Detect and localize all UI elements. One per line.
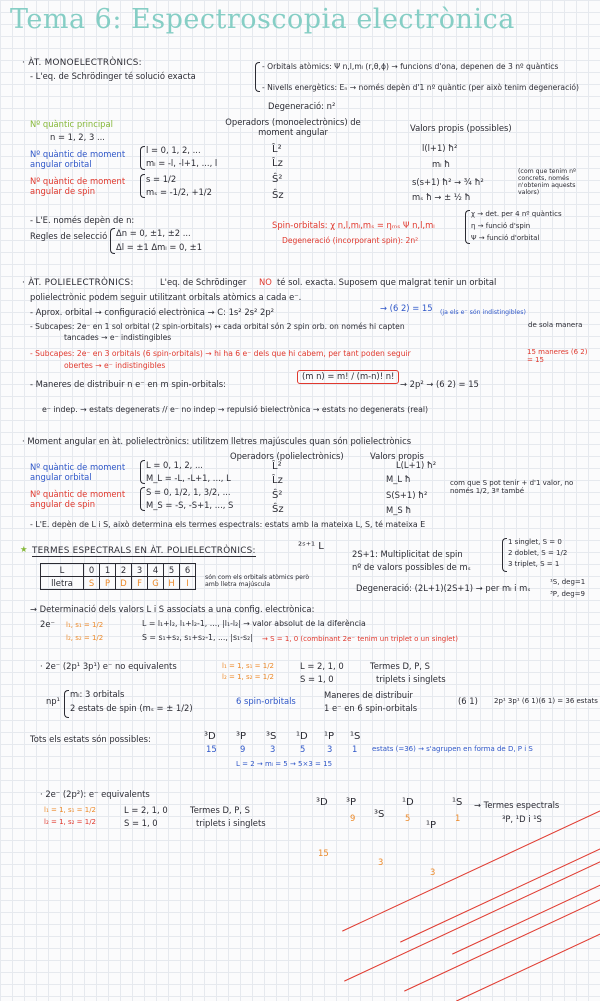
term-count-struck: 15	[318, 849, 600, 859]
estats-36: 2p¹ 3p¹ (6 1)(6 1) = 36 estats	[494, 697, 598, 705]
indep-line: e⁻ indep. → estats degenerats // e⁻ no indep → repulsió bielectrònica → estats no degenerats (real)	[42, 405, 429, 414]
table-num: 6	[180, 564, 196, 577]
term-symbol: ²ˢ⁺¹ L	[298, 541, 324, 552]
term-count: 1	[352, 744, 358, 754]
term-count: 9	[240, 744, 246, 754]
psi-note: Ψ → funció d'orbital	[471, 234, 540, 242]
ex2-l2: l₂ = 1, s₂ = 1/2	[44, 818, 97, 826]
depen-n: - L'E. només depèn de n:	[30, 215, 135, 225]
table-head: L	[41, 564, 84, 577]
formula-rhs: m! / (m-n)! n!	[337, 371, 395, 381]
ex2-l1: l₁ = 1, s₁ = 1/2	[44, 806, 97, 814]
ex2-L: L = 2, 1, 0	[124, 805, 168, 815]
brace	[140, 174, 145, 198]
table-letter: H	[164, 577, 180, 590]
S-values: S = 0, 1/2, 1, 3/2, ...	[146, 487, 231, 497]
ml-values: mₗ = -l, -l+1, ..., l	[146, 158, 218, 168]
brace	[64, 690, 69, 718]
term-count: 1	[455, 813, 461, 823]
table-num: 4	[148, 564, 164, 577]
term-count-struck: 3	[430, 868, 600, 878]
v-S2-poli: S(S+1) ħ²	[386, 490, 428, 500]
e2-S-res: → S = 1, 0 (combinant 2e⁻ tenim un triplet o un singlet)	[262, 635, 458, 643]
aprox-comb: → (6 2) = 15	[380, 303, 433, 313]
e2-label: 2e⁻	[40, 619, 55, 629]
L-values: L = 0, 1, 2, ...	[146, 460, 203, 470]
deg-example-1: ¹S, deg=1	[550, 578, 586, 586]
np-label: np¹	[46, 696, 60, 706]
table-letter: S	[84, 577, 100, 590]
poli-line1b: té sol. exacta. Suposem que malgrat tenir un orbital	[277, 277, 497, 287]
section-header-mono: · ÀT. MONOELECTRÒNICS:	[22, 58, 142, 68]
page-title: Tema 6: Espectroscopia electrònica	[10, 4, 515, 35]
degeneracio: Degeneració: n²	[268, 101, 336, 111]
ex1-triplets: triplets i singlets	[376, 674, 446, 684]
L-letter-table	[40, 563, 196, 590]
ex2-S: S = 1, 0	[124, 818, 158, 828]
ex1-l2: l₂ = 1, s₂ = 1/2	[222, 673, 275, 681]
S-note: com que S pot tenir + d'1 valor, no només 1/2, 3ª també	[450, 479, 574, 496]
poli-line1-no: NO	[259, 277, 272, 287]
multiplicitat: 2S+1: Multiplicitat de spin	[352, 549, 463, 559]
ex1-L: L = 2, 1, 0	[300, 661, 344, 671]
operadors-mono: Operadors (monoelectrònics) de moment angular	[225, 117, 361, 137]
v-L2-poli: L(L+1) ħ²	[396, 460, 437, 470]
orbitals-line: - Orbitals atòmics: Ψ n,l,mₗ (r,θ,ϕ) → funcions d'ona, depenen de 3 nº quàntics	[262, 62, 559, 71]
table-letter: G	[148, 577, 164, 590]
v-Lz: mₗ ħ	[432, 159, 451, 169]
table-letter: I	[180, 577, 196, 590]
deg-example-2: ³P, deg=9	[550, 590, 585, 598]
spin-orbitals-deg: Degeneració (incorporant spin): 2n²	[282, 236, 419, 245]
term-count: 3	[270, 744, 276, 754]
table-row-label: lletra	[41, 577, 84, 590]
subcapes-tancades-note: de sola manera	[528, 321, 583, 329]
term-struck: ³S	[374, 809, 600, 821]
maneres-2: Maneres de distribuir	[324, 690, 413, 700]
term: ¹D	[296, 731, 308, 742]
ex1-termes: Termes D, P, S	[370, 661, 430, 671]
section-header-poli: · ÀT. POLIELECTRÒNICS:	[22, 278, 134, 288]
aprox-note: (ja els e⁻ són indistingibles)	[440, 309, 526, 316]
brace	[140, 460, 145, 484]
qms-label-poli: Nº quàntic de moment angular de spin	[30, 489, 126, 509]
poli-line2: polielectrònic podem seguir utilitzant orbitals atòmics a cada e⁻.	[30, 292, 302, 302]
op-L2: L̂²	[272, 144, 282, 155]
aprox-orbital: - Aprox. orbital → configuració electrònica → C: 1s² 2s² 2p²	[30, 307, 275, 317]
determinacio: → Determinació dels valors L i S associats a una config. electrònica:	[30, 604, 315, 614]
term-count-struck: 3	[378, 858, 600, 868]
op-L2-poli: L̂²	[272, 461, 282, 472]
E-depen-LS: - L'E. depèn de L i S, això determina els termes espectrals: estats amb la mateixa L, S, té mateixa E	[30, 520, 426, 529]
ex1-head: · 2e⁻ (2p¹ 3p¹) e⁻ no equivalents	[40, 661, 177, 671]
term-count: 15	[206, 744, 217, 754]
qp-label: Nº quàntic principal	[30, 119, 113, 129]
v-S2: s(s+1) ħ² → ¾ ħ²	[412, 177, 484, 187]
qma-label: Nº quàntic de moment angular orbital	[30, 149, 126, 169]
maneres-value: (6 1)	[458, 696, 478, 706]
ex2-head: · 2e⁻ (2p²): e⁻ equivalents	[40, 789, 150, 799]
v-S2-note: (com que tenim nº concrets, només n'obtenim aquests valors)	[518, 168, 576, 197]
term: ³S	[266, 731, 277, 742]
table-num: 5	[164, 564, 180, 577]
table-letter: D	[116, 577, 132, 590]
doblet: 2 doblet, S = 1/2	[508, 549, 568, 557]
term: ¹P	[324, 731, 335, 742]
valors-poli: Valors propis	[370, 451, 424, 461]
singlet: 1 singlet, S = 0	[508, 538, 562, 546]
ms-value: mₛ = -1/2, +1/2	[146, 187, 212, 197]
term: ³D	[204, 731, 216, 742]
term-count: 5	[300, 744, 306, 754]
regles-seleccio: Regles de selecció	[30, 231, 108, 241]
subcapes-obertes-note: 15 maneres (6 2) = 15	[527, 348, 588, 365]
MS-values: M_S = -S, -S+1, ..., S	[146, 500, 234, 510]
table-num: 3	[132, 564, 148, 577]
triplet: 3 triplet, S = 1	[508, 560, 560, 568]
term-count: 9	[350, 813, 356, 823]
term-count: 5	[405, 813, 411, 823]
term: ³P	[346, 797, 357, 808]
brace	[140, 487, 145, 511]
term-struck: ³D	[316, 797, 600, 809]
op-Sz: Ŝz	[272, 190, 284, 201]
brace	[502, 538, 507, 572]
degeneracio-termes: Degeneració: (2L+1)(2S+1) → per mₗ i mₛ	[356, 583, 531, 593]
qms-label: Nº quàntic de moment angular de spin	[30, 176, 126, 196]
poli-line1a: L'eq. de Schrödinger	[160, 277, 247, 287]
multiplicitat-2: nº de valors possibles de mₛ	[352, 562, 471, 572]
term: ¹S	[452, 797, 463, 808]
operadors-poli: Operadors (polielectrònics)	[230, 451, 344, 461]
rule-l: Δl = ±1 Δmₗ = 0, ±1	[116, 242, 203, 252]
tots-result: estats (=36) → s'agrupen en forma de D, P i S	[372, 745, 533, 753]
op-Lz-poli: L̂z	[272, 475, 283, 486]
nivells-line: - Nivells energètics: Eₙ → només depèn d'1 nº quàntic (per això tenim degeneració)	[262, 83, 579, 92]
schrodinger-line: - L'eq. de Schrödinger té solució exacta	[30, 71, 196, 81]
table-letter: F	[132, 577, 148, 590]
e2-l1: l₁, s₁ = 1/2	[66, 621, 104, 629]
table-note: són com els orbitals atòmics però amb lletra majúscula	[205, 574, 310, 589]
v-Lz-poli: M_L ħ	[386, 474, 411, 484]
table-letter: P	[100, 577, 116, 590]
np-spin: 2 estats de spin (mₛ = ± 1/2)	[70, 703, 193, 713]
op-S2-poli: Ŝ²	[272, 490, 283, 501]
l-values: l = 0, 1, 2, ...	[146, 145, 201, 155]
chi-note: χ → det. per 4 nº quàntics	[471, 210, 562, 218]
term-count: 3	[327, 744, 333, 754]
maneres-2b: 1 e⁻ en 6 spin-orbitals	[324, 703, 418, 713]
table-num: 1	[100, 564, 116, 577]
e2-l2: l₂, s₂ = 1/2	[66, 634, 104, 642]
term: ¹D	[402, 797, 414, 808]
spin-orbitals: Spin-orbitals: χ n,l,mₗ,mₛ = ηₘₛ Ψ n,l,mₗ	[272, 220, 435, 230]
valors-mono: Valors propis (possibles)	[410, 123, 512, 133]
brace	[465, 210, 470, 244]
maneres-example: → 2p² → (6 2) = 15	[400, 379, 479, 389]
ex2-result: → Termes espectrals	[474, 800, 560, 810]
brace	[110, 228, 115, 254]
table-num: 0	[84, 564, 100, 577]
qp-values: n = 1, 2, 3 ...	[50, 132, 105, 142]
subcapes-tancades: - Subcapes: 2e⁻ en 1 sol orbital (2 spin-orbitals) ↔ cada orbital són 2 spin orb. on només hi capten	[30, 322, 405, 331]
tots-note: L = 2 → mₗ = 5 → 5×3 = 15	[236, 760, 333, 768]
subcapes-obertes: - Subcapes: 2e⁻ en 3 orbitals (6 spin-orbitals) → hi ha 6 e⁻ dels que hi cabem, per tant poden seguir	[30, 349, 411, 358]
eta-note: η → funció d'spin	[471, 222, 531, 230]
qma-label-poli: Nº quàntic de moment angular orbital	[30, 462, 126, 482]
term: ¹S	[350, 731, 361, 742]
brace	[140, 146, 145, 170]
v-Sz-poli: M_S ħ	[386, 505, 412, 515]
term: ³P	[236, 731, 247, 742]
ex2-termes: Termes D, P, S	[190, 805, 250, 815]
table-num: 2	[116, 564, 132, 577]
e2-L: L = l₁+l₂, l₁+l₂-1, ..., |l₁-l₂| → valor absolut de la diferència	[142, 619, 366, 628]
v-Sz: mₛ ħ → ± ½ ħ	[412, 192, 471, 202]
formula-lhs: (m n)	[302, 371, 325, 381]
maneres-distribuir: - Maneres de distribuir n e⁻ en m spin-orbitals:	[30, 379, 226, 389]
op-Sz-poli: Ŝz	[272, 504, 284, 515]
op-S2: Ŝ²	[272, 174, 283, 185]
ex1-S: S = 1, 0	[300, 674, 334, 684]
np-orbitals: mₗ: 3 orbitals	[70, 689, 125, 699]
tots-possibles: Tots els estats són possibles:	[30, 734, 151, 744]
brace	[255, 62, 260, 92]
subcapes-tancades-b: tancades → e⁻ indistingibles	[64, 333, 172, 342]
termes-header: TERMES ESPECTRALS EN ÀT. POLIELECTRÒNICS:	[32, 546, 256, 556]
term-struck: ¹P	[426, 820, 600, 832]
ex2-triplets: triplets i singlets	[196, 818, 266, 828]
v-L2: l(l+1) ħ²	[422, 143, 458, 153]
ex1-l1: l₁ = 1, s₁ = 1/2	[222, 662, 275, 670]
star-icon: ★	[20, 544, 28, 554]
subcapes-obertes-b: obertes → e⁻ indistingibles	[64, 361, 166, 370]
ex2-result-2: ³P, ¹D i ¹S	[502, 814, 542, 824]
s-value: s = 1/2	[146, 174, 177, 184]
ML-values: M_L = -L, -L+1, ..., L	[146, 473, 231, 483]
maneres-formula: (m n) = m! / (m-n)! n!	[297, 370, 399, 384]
np-spin-orbitals: 6 spin-orbitals	[236, 696, 296, 706]
e2-S: S = s₁+s₂, s₁+s₂-1, ..., |s₁-s₂|	[142, 633, 253, 642]
rule-n: Δn = 0, ±1, ±2 ...	[116, 228, 191, 238]
moment-angular-poli: · Moment angular en àt. polielectrònics: utilitzem lletres majúscules quan són polielectrònics	[22, 436, 412, 446]
op-Lz: L̂z	[272, 158, 283, 169]
